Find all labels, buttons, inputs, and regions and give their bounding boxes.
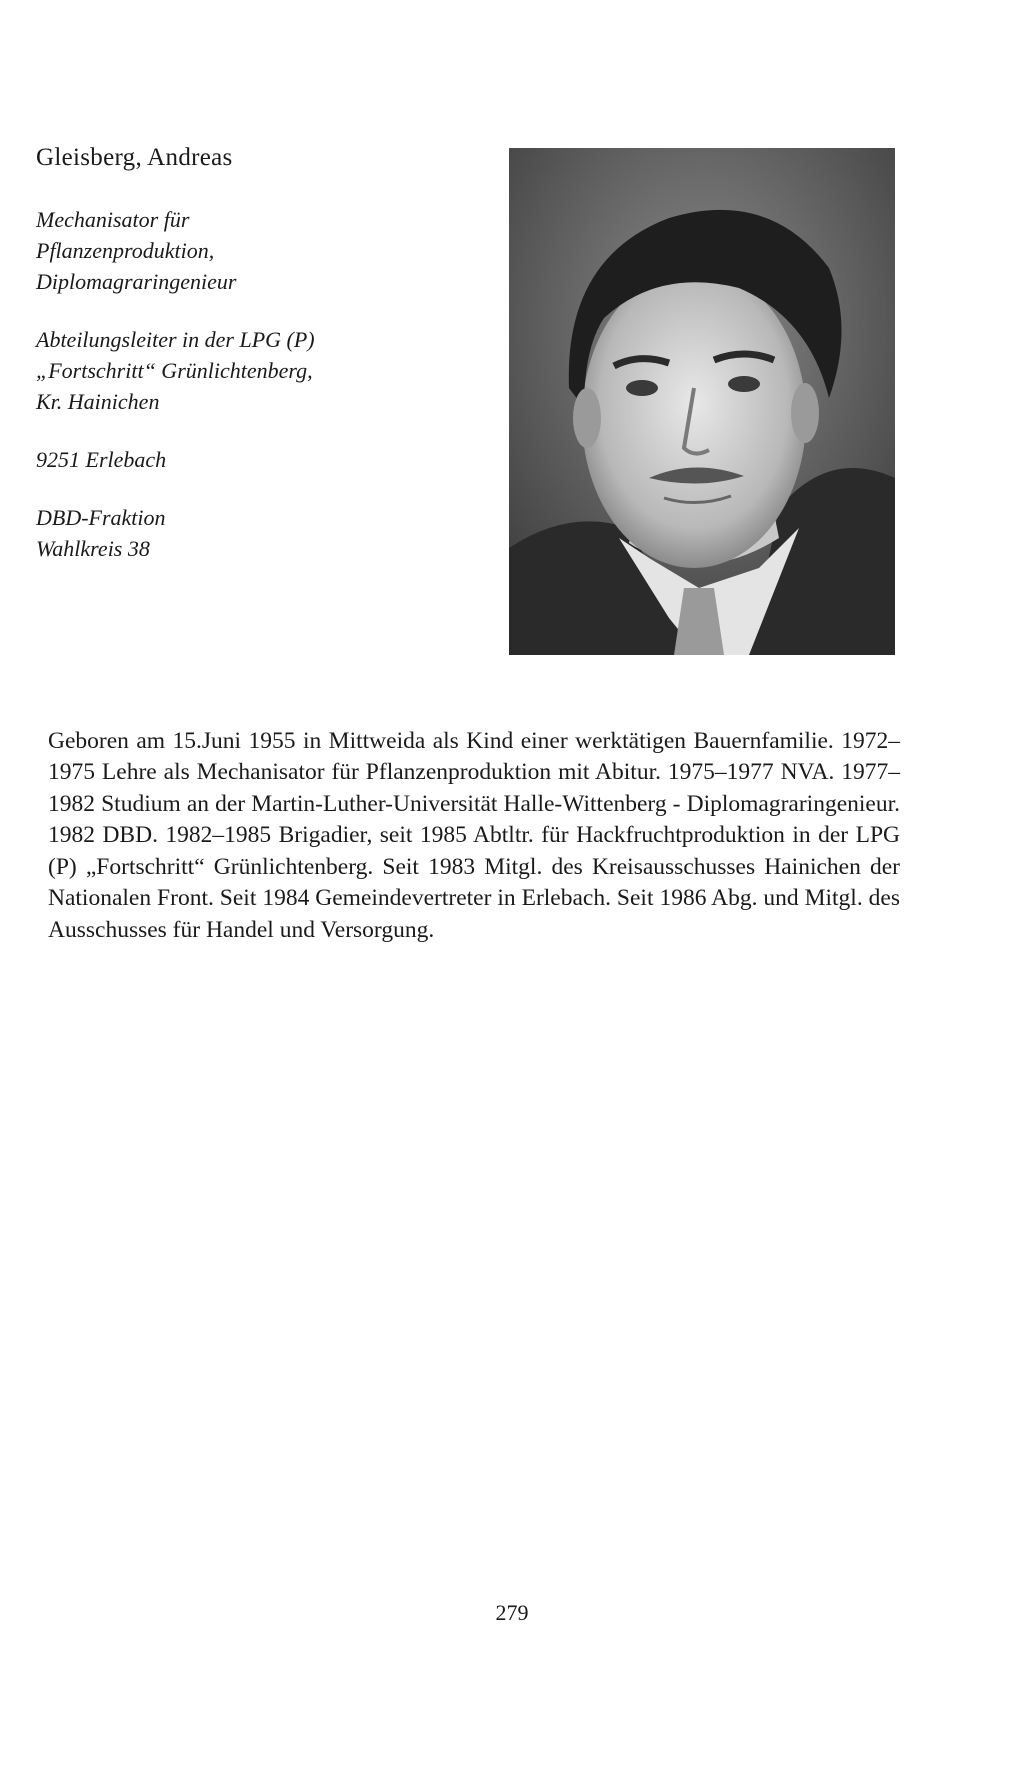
qualification-block [36,204,456,297]
position-line: „Fortschritt“ Grünlichtenberg, [36,358,313,383]
constituency-line: Wahlkreis 38 [36,536,150,561]
person-name: Gleisberg, Andreas [36,144,233,171]
entry-header [36,142,456,591]
address-block [36,444,456,475]
faction-line: DBD-Fraktion [36,505,166,530]
position-line: Abteilungsleiter in der LPG (P) [36,327,315,352]
position-line: Kr. Hainichen [36,389,160,414]
address-line: 9251 Erlebach [36,447,167,472]
qualification-line: Diplomagraringenieur [36,269,237,294]
portrait-image [509,148,895,655]
biography-text: Geboren am 15.Juni 1955 in Mittweida als Kind einer werktätigen Bauernfamilie. 1972–1975 Lehre als Mechanisator für Pflanzenproduktion mit Abitur. 1975–1977 NVA. 1977–1982 Studium an der Martin-Luther-Universität Halle-Wittenberg - Diplomagraringenieur. 1982 DBD. 1982–1985 Brigadier, seit 1985 Abtltr. für Hackfruchtproduktion in der LPG (P) „Fortschritt“ Grünlichtenberg. Seit 1983 Mitgl. des Kreisausschusses Hainichen der Nationalen Front. Seit 1984 Gemeindevertreter in Erlebach. Seit 1986 Abg. und Mitgl. des Ausschusses für Handel und Versorgung. [48,727,900,943]
qualification-line: Mechanisator für [36,207,190,232]
portrait-photo [509,148,895,655]
faction-block [36,502,456,564]
qualification-line: Pflanzenproduktion, [36,238,215,263]
position-block [36,324,456,417]
page-number: 279 [495,1600,529,1625]
